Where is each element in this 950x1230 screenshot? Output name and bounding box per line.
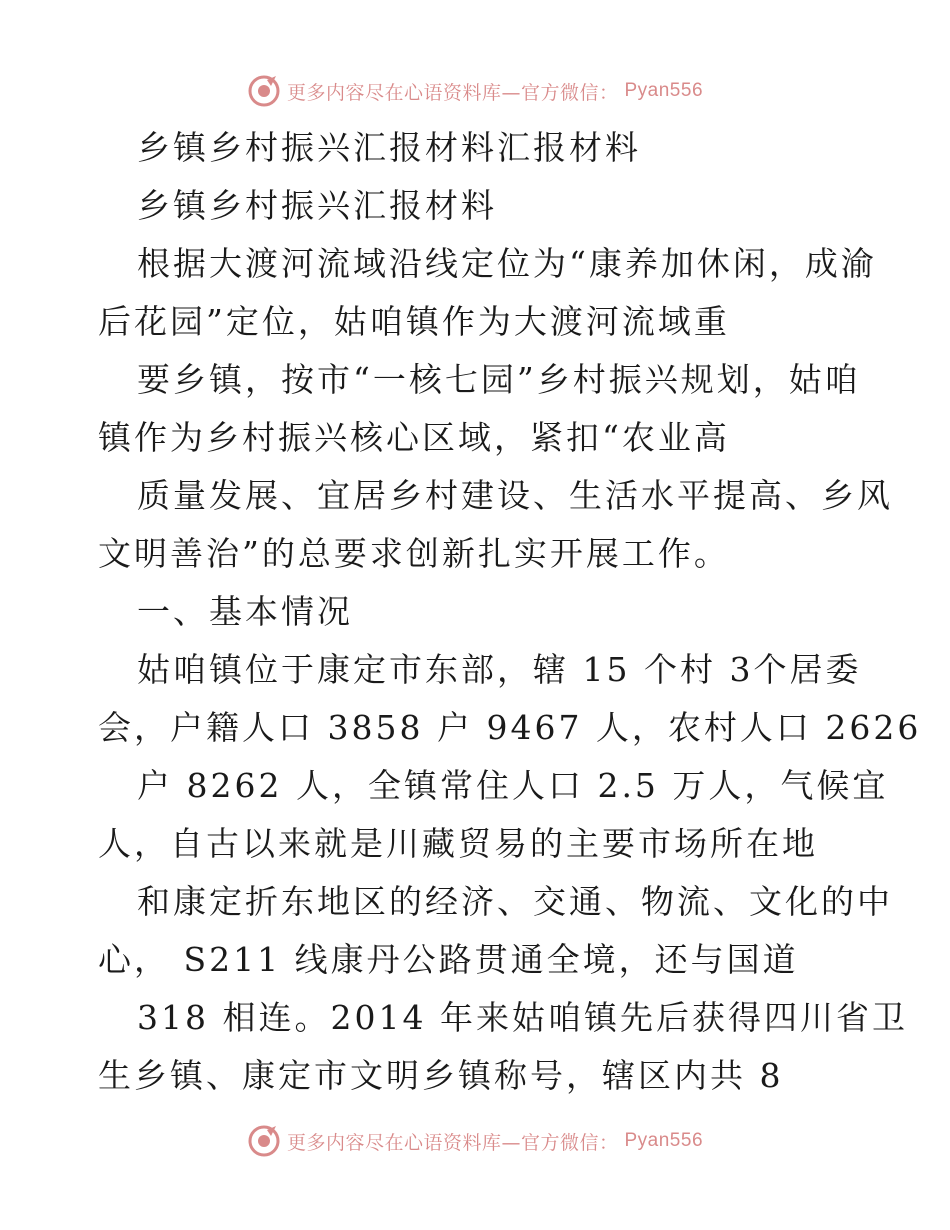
watermark-text: 更多内容尽在心语资料库—官方微信： (286, 1131, 619, 1154)
paragraph-line: 人，自古以来就是川藏贸易的主要市场所在地 (98, 824, 818, 863)
paragraph-line: 姑咱镇位于康定市东部，辖 15 个村 3个居委 (137, 650, 862, 689)
paragraph-line: 根据大渡河流域沿线定位为“康养加休闲，成渝 (137, 244, 877, 283)
paragraph-line: 会，户籍人口 3858 户 9467 人，农村人口 2626 (98, 708, 922, 747)
paragraph-line: 和康定折东地区的经济、交通、物流、文化的中 (137, 882, 893, 921)
paragraph-line: 文明善治”的总要求创新扎实开展工作。 (98, 534, 730, 573)
document-subtitle: 乡镇乡村振兴汇报材料 (137, 186, 497, 225)
paragraph-line: 户 8262 人，全镇常住人口 2.5 万人，气候宜 (137, 766, 889, 805)
watermark-wechat-id: Pyan556 (624, 1130, 704, 1151)
paragraph-line: 心， S211 线康丹公路贯通全境，还与国道 (98, 940, 799, 979)
watermark-logo-icon (247, 74, 281, 108)
paragraph-line: 后花园”定位，姑咱镇作为大渡河流域重 (98, 302, 730, 341)
paragraph-line: 要乡镇，按市“一核七园”乡村振兴规划，姑咱 (137, 360, 861, 399)
watermark-header (0, 74, 950, 108)
paragraph-line: 镇作为乡村振兴核心区域，紧扣“农业高 (98, 418, 730, 457)
watermark-text: 更多内容尽在心语资料库—官方微信： (286, 81, 619, 104)
paragraph-line: 318 相连。2014 年来姑咱镇先后获得四川省卫 (137, 998, 908, 1037)
paragraph-line: 质量发展、宜居乡村建设、生活水平提高、乡风 (137, 476, 893, 515)
watermark-footer (0, 1124, 950, 1158)
watermark-logo-icon (247, 1124, 281, 1158)
document-title: 乡镇乡村振兴汇报材料汇报材料 (137, 128, 641, 167)
watermark-wechat-id: Pyan556 (624, 80, 704, 101)
paragraph-line: 生乡镇、康定市文明乡镇称号，辖区内共 8 (98, 1056, 784, 1095)
section-heading: 一、基本情况 (137, 592, 353, 631)
